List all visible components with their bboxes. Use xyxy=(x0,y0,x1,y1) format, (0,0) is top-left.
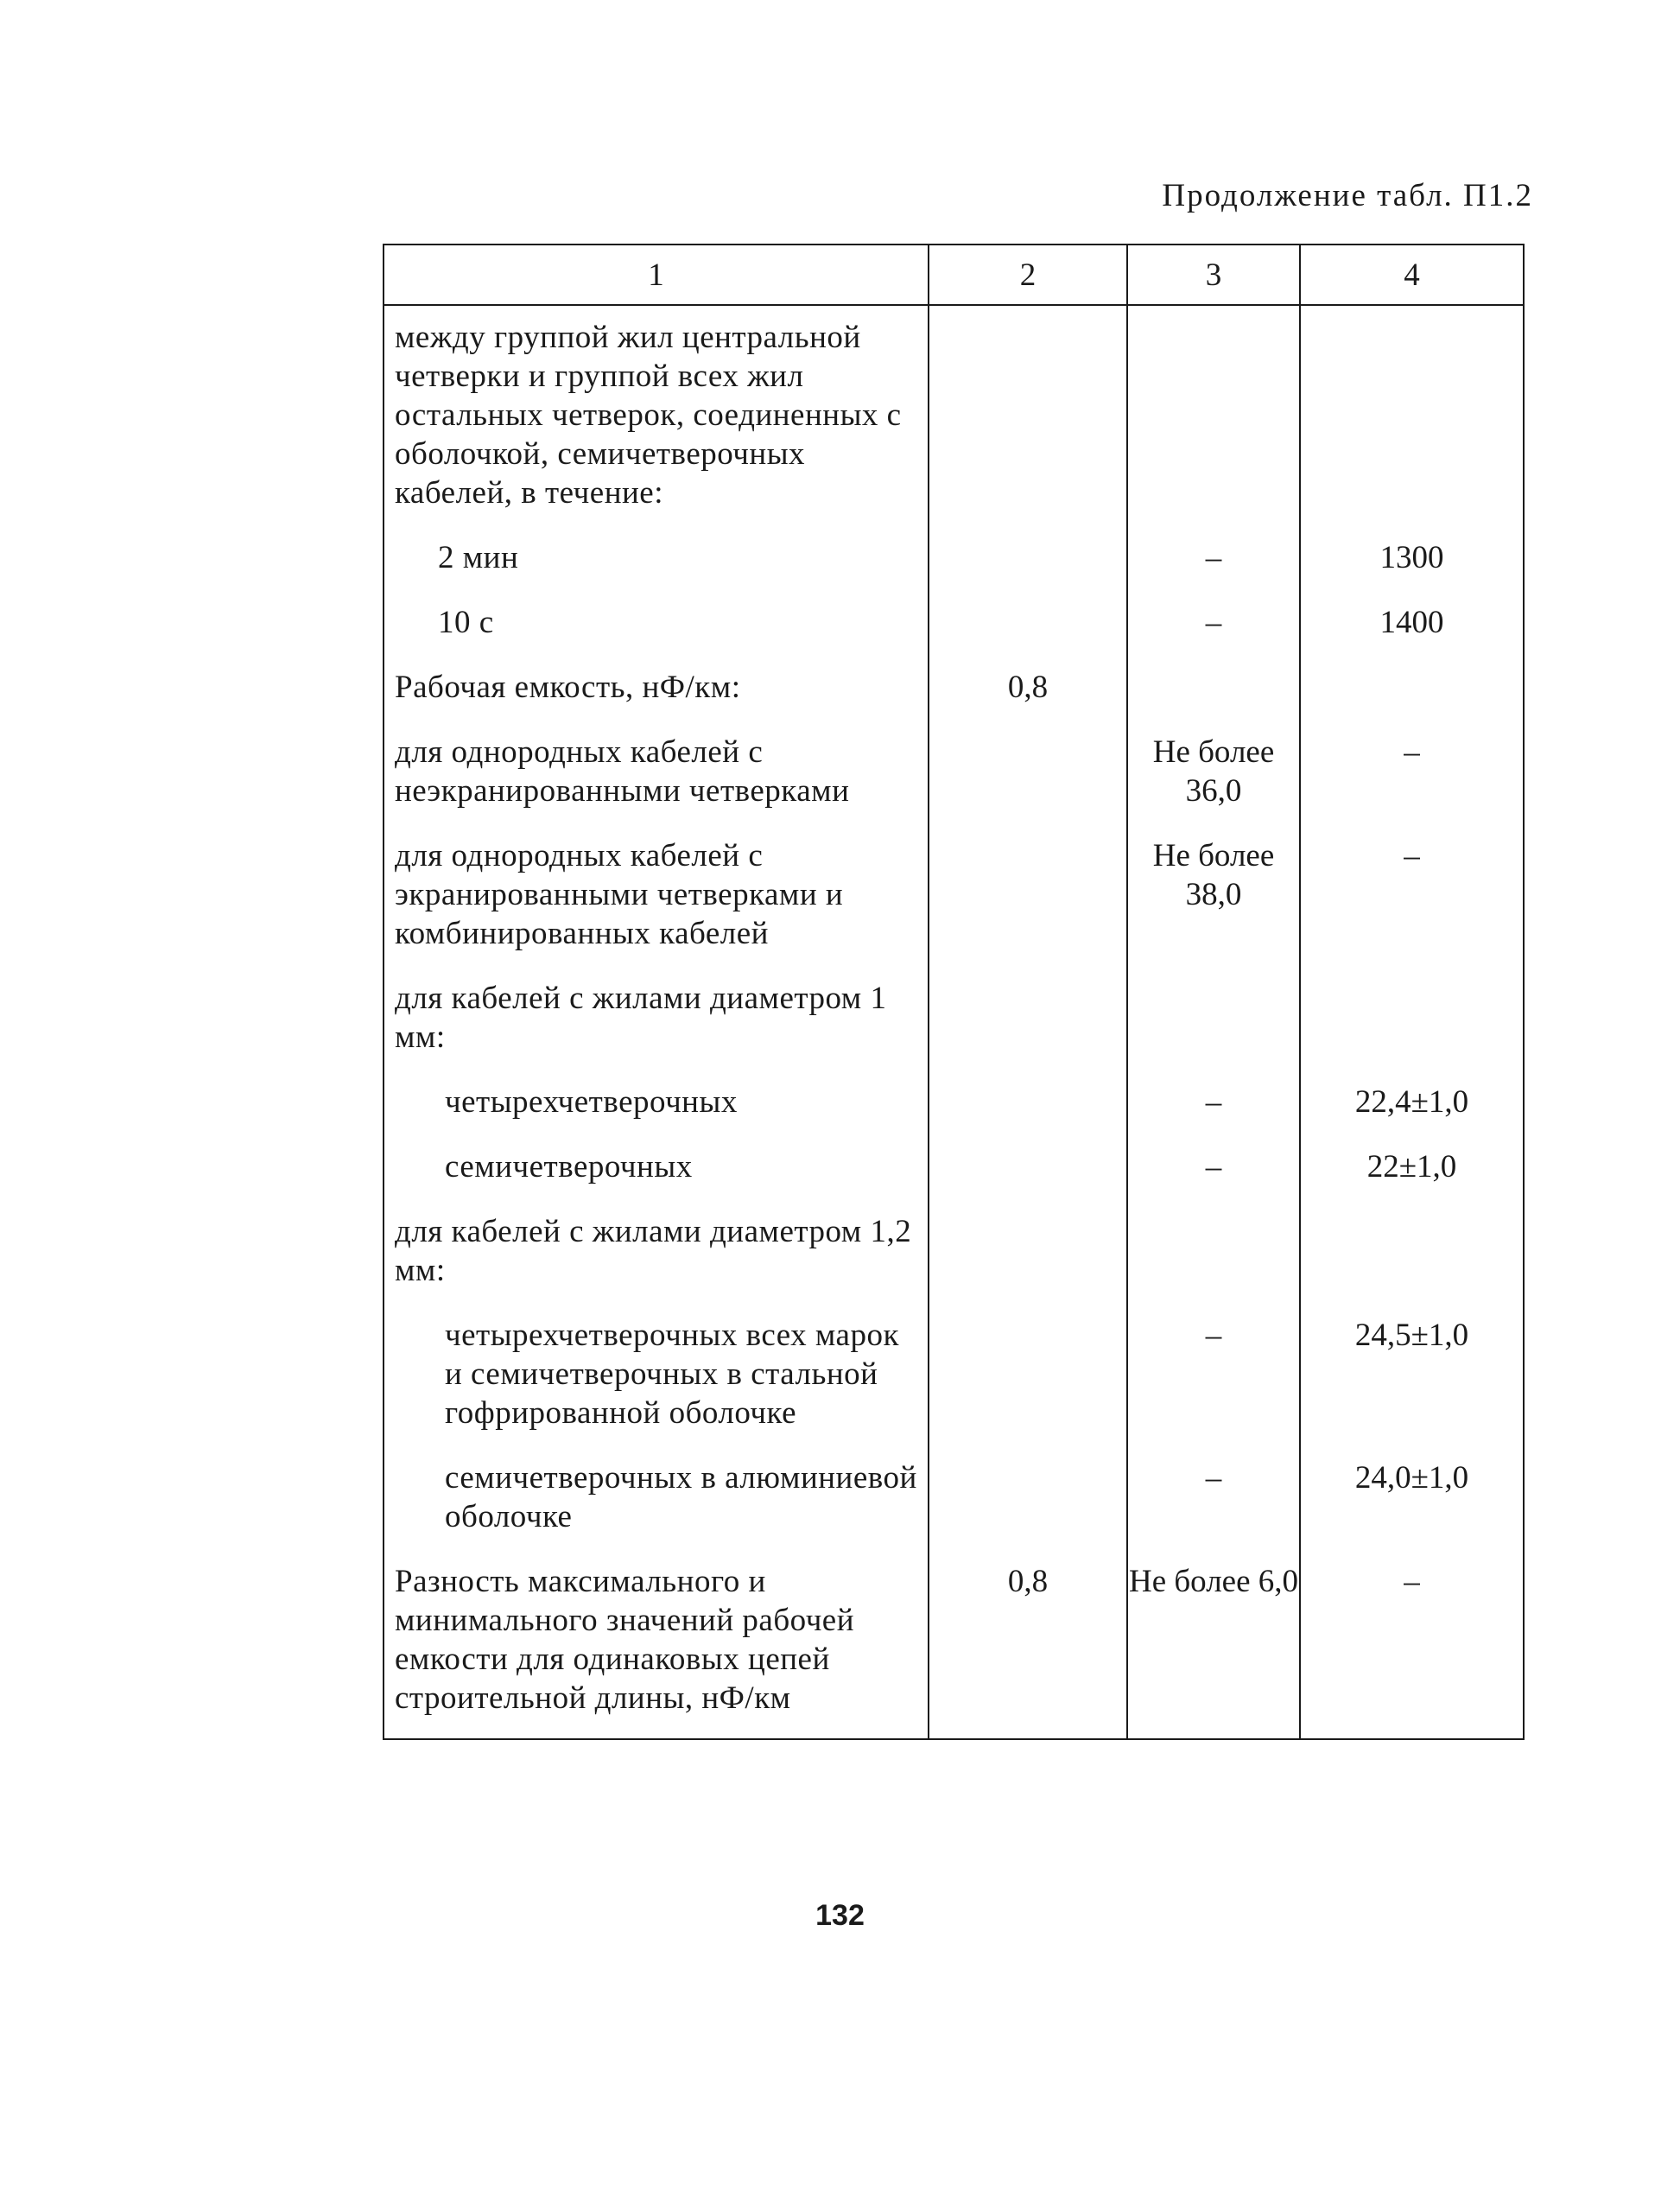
row-col4: 22,4±1,0 xyxy=(1300,1077,1524,1142)
table-row xyxy=(384,305,1524,533)
row-col4: – xyxy=(1300,831,1524,974)
row-param: для однородных кабелей с экранированными четверками и комбинированных кабелей xyxy=(384,831,929,974)
row-param: для однородных кабелей с неэкранированными четверками xyxy=(384,727,929,831)
row-col2 xyxy=(929,533,1127,598)
row-col2 xyxy=(929,1207,1127,1311)
table-row xyxy=(384,1453,1524,1557)
table-row xyxy=(384,1077,1524,1142)
table-row xyxy=(384,1142,1524,1207)
row-col4: – xyxy=(1300,727,1524,831)
row-param: для кабелей с жилами диаметром 1,2 мм: xyxy=(384,1207,929,1311)
row-col4 xyxy=(1300,305,1524,533)
row-col3: Не более 36,0 xyxy=(1127,727,1300,831)
row-param: Разность максимального и минимального значений рабочей емкости для одинаковых цепей строительной длины, нФ/км xyxy=(384,1557,929,1739)
row-param: четырехчетверочных всех марок и семичетверочных в стальной гофрированной оболочке xyxy=(384,1311,929,1453)
row-param: 10 с xyxy=(384,598,929,663)
row-col3: – xyxy=(1127,1311,1300,1453)
row-col3: – xyxy=(1127,1142,1300,1207)
row-col2 xyxy=(929,305,1127,533)
row-param: для кабелей с жилами диаметром 1 мм: xyxy=(384,974,929,1077)
row-col2: 0,8 xyxy=(929,1557,1127,1739)
header-col-2: 2 xyxy=(929,245,1127,305)
table-row xyxy=(384,533,1524,598)
row-col2 xyxy=(929,831,1127,974)
row-col3: – xyxy=(1127,533,1300,598)
row-param: Рабочая емкость, нФ/км: xyxy=(384,663,929,727)
row-col2: 0,8 xyxy=(929,663,1127,727)
table-row xyxy=(384,727,1524,831)
row-col2 xyxy=(929,1453,1127,1557)
row-col3 xyxy=(1127,305,1300,533)
row-col3 xyxy=(1127,974,1300,1077)
row-col4: 24,5±1,0 xyxy=(1300,1311,1524,1453)
row-col3: Не более 38,0 xyxy=(1127,831,1300,974)
row-param: семичетверочных xyxy=(384,1142,929,1207)
row-col4 xyxy=(1300,974,1524,1077)
row-col3: – xyxy=(1127,1077,1300,1142)
row-col3 xyxy=(1127,1207,1300,1311)
row-param: 2 мин xyxy=(384,533,929,598)
row-col2 xyxy=(929,1311,1127,1453)
table-row xyxy=(384,974,1524,1077)
header-col-4: 4 xyxy=(1300,245,1524,305)
row-col3: – xyxy=(1127,598,1300,663)
row-col4: 1300 xyxy=(1300,533,1524,598)
row-col3: – xyxy=(1127,1453,1300,1557)
row-col2 xyxy=(929,1077,1127,1142)
table-row xyxy=(384,598,1524,663)
table-caption: Продолжение табл. П1.2 xyxy=(1162,178,1533,213)
table-row xyxy=(384,831,1524,974)
row-param: четырехчетверочных xyxy=(384,1077,929,1142)
table-row xyxy=(384,1311,1524,1453)
row-col4 xyxy=(1300,1207,1524,1311)
row-param: семичетверочных в алюминиевой оболочке xyxy=(384,1453,929,1557)
spec-table xyxy=(383,244,1525,1740)
row-param: между группой жил центральной четверки и группой всех жил остальных четверок, соединенных с оболочкой, семичетверочных кабелей, в течение: xyxy=(384,305,929,533)
row-col4: 22±1,0 xyxy=(1300,1142,1524,1207)
row-col3: Не более 6,0 xyxy=(1127,1557,1300,1739)
row-col4: – xyxy=(1300,1557,1524,1739)
header-col-1: 1 xyxy=(384,245,929,305)
row-col4: 24,0±1,0 xyxy=(1300,1453,1524,1557)
row-col4: 1400 xyxy=(1300,598,1524,663)
row-col2 xyxy=(929,1142,1127,1207)
table-row xyxy=(384,1557,1524,1739)
table-row xyxy=(384,663,1524,727)
row-col2 xyxy=(929,598,1127,663)
row-col3 xyxy=(1127,663,1300,727)
header-row xyxy=(384,245,1524,305)
table-row xyxy=(384,1207,1524,1311)
row-col4 xyxy=(1300,663,1524,727)
row-col2 xyxy=(929,727,1127,831)
row-col2 xyxy=(929,974,1127,1077)
header-col-3: 3 xyxy=(1127,245,1300,305)
page-number: 132 xyxy=(815,1899,865,1932)
